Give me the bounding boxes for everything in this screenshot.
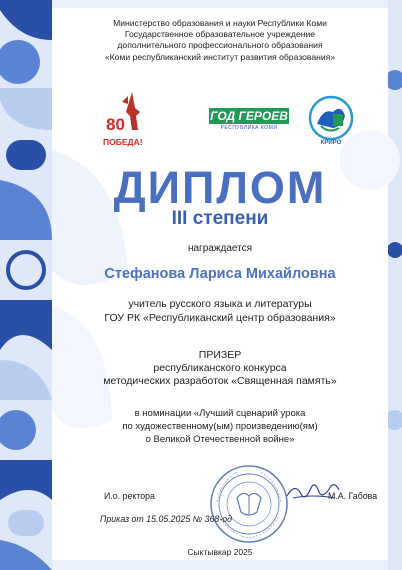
nomination-block: [52, 407, 388, 446]
prize-line: методических разработок «Священная память»: [103, 375, 337, 387]
diploma-degree: III степени: [171, 208, 269, 229]
year-heroes-subtitle: РЕСПУБЛИКА КОМИ: [220, 125, 278, 131]
year-of-heroes-logo: [209, 108, 289, 134]
awarded-label: награждается: [187, 243, 253, 254]
recipient-name: Стефанова Лариса Михайловна: [104, 266, 336, 282]
position-line: учитель русского языка и литературы: [128, 298, 312, 310]
prize-block: [52, 349, 388, 388]
victory-text: ПОБЕДА!: [103, 137, 143, 147]
kriro-logo: [303, 94, 359, 146]
prize-line: республиканского конкурса: [153, 362, 287, 374]
victory-number: 80: [106, 115, 125, 134]
nomination-line: по художественному(ым) произведению(ям): [122, 421, 318, 432]
diploma-title: ДИПЛОМ: [113, 162, 327, 213]
issuer-line: Государственное образовательное учреждение: [124, 29, 316, 40]
issuer-line: «Коми республиканский институт развития образования»: [104, 51, 336, 62]
victory-80-logo: [102, 90, 148, 150]
signature-name: М.А. Габова: [328, 491, 378, 501]
official-stamp: [207, 462, 291, 546]
year-heroes-title: ГОД ГЕРОЕВ: [210, 109, 288, 123]
signature-role: И.о. ректора: [104, 491, 155, 501]
nomination-line: в номинации «Лучший сценарий урока: [134, 408, 306, 419]
order-reference: Приказ от 15.05.2025 № 368-од: [100, 514, 233, 524]
position-line: ГОУ РК «Республиканский центр образования»: [104, 312, 336, 324]
issuer-line: Министерство образования и науки Республики Коми: [113, 18, 327, 28]
issuer-block: [52, 18, 388, 63]
prize-line: ПРИЗЕР: [198, 349, 242, 361]
kriro-text: КРИРО: [320, 140, 342, 146]
issuer-line: дополнительного профессионального образования: [117, 40, 323, 51]
city-year: Сыктывкар 2025: [187, 547, 253, 557]
logo-row: [52, 90, 388, 152]
nomination-line: о Великой Отечественной войне»: [145, 434, 295, 445]
recipient-position: [52, 297, 388, 325]
